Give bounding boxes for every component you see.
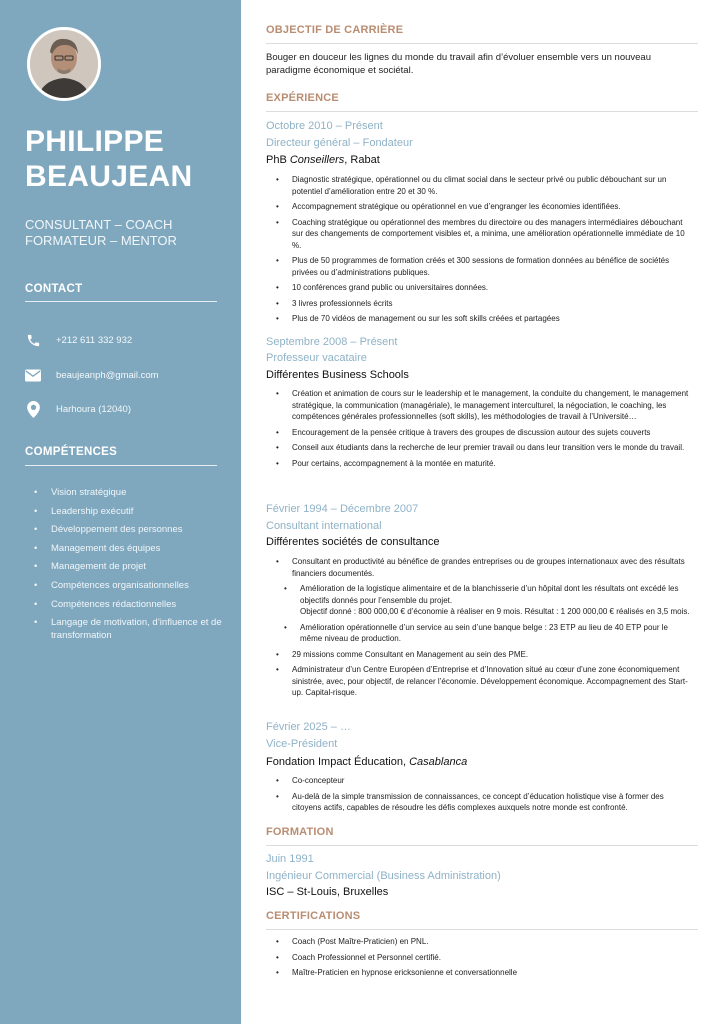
- skill-item: • Management des équipes: [34, 542, 237, 561]
- objective-text: Bouger en douceur les lignes du monde du travail afin d’évoluer ensemble vers un nouveau paradigme économique et sociétal.: [266, 52, 651, 76]
- bullet-item: • Amélioration opérationnelle d’un service au sein d’une banque belge : 23 ETP au lieu de 40 ETP pour le même niveau de production.: [276, 622, 690, 645]
- contact-phone[interactable]: [25, 331, 132, 349]
- bullet-item: • Au-delà de la simple transmission de connaissances, ce concept d’éducation holistique vise à former des citoyens actifs, capables de résoudre les défis complexes auxquels notre monde est confronté.: [276, 791, 690, 814]
- skills-title: COMPÉTENCES: [25, 446, 118, 458]
- portrait-image: [30, 30, 98, 98]
- bullet-item: • Plus de 70 vidéos de management ou sur les soft skills créées et partagées: [276, 313, 690, 325]
- skill-item: • Compétences rédactionnelles: [34, 598, 237, 617]
- job-title: Vice-Président: [266, 738, 338, 750]
- objective-title: OBJECTIF DE CARRIÈRE: [266, 24, 404, 36]
- objective-divider: [266, 43, 698, 44]
- bullet-item: • Coaching stratégique ou opérationnel des membres du directoire ou des managers intermédiaires débouchant sur des changements de comportement visibles et, a minima, une amélioration opérationnelle immédiate de 10 %.: [276, 217, 690, 252]
- job-date: Septembre 2008 – Présent: [266, 336, 398, 348]
- bullet-item: • Conseil aux étudiants dans la recherche de leur premier travail ou dans leur transition vers le monde du travail.: [276, 442, 690, 454]
- skill-item: • Leadership exécutif: [34, 505, 237, 524]
- skill-item: • Compétences organisationnelles: [34, 579, 237, 598]
- job-organization: PhB Conseillers, Rabat: [266, 154, 380, 166]
- job-bullets: [276, 388, 690, 473]
- location-pin-icon: [25, 401, 41, 417]
- education-degree: Ingénieur Commercial (Business Administration): [266, 870, 501, 882]
- role-line-1: CONSULTANT – COACH: [25, 217, 173, 232]
- bullet-item: • Administrateur d’un Centre Européen d’Entreprise et d’Innovation situé au cœur d’une zone économiquement sinistrée, avec, pour objectif, de relancer l’économie. Développement économique. Accompagnement des Start-up. Capital-risque.: [276, 664, 690, 699]
- bullet-continuation: Objectif donné : 800 000,00 € d’économie à réaliser en 9 mois. Résultat : 1 200 000,00 € réalisés en 3,5 mois.: [300, 607, 690, 616]
- certifications-list: [276, 936, 690, 983]
- phone-number: +212 611 332 932: [56, 334, 133, 346]
- bullet-item: • Encouragement de la pensée critique à travers des groupes de discussion autour des sujets couverts: [276, 427, 690, 439]
- location-text: Harhoura (12040): [56, 403, 131, 415]
- certification-item: • Coach Professionnel et Personnel certifié.: [276, 952, 690, 964]
- education-date: Juin 1991: [266, 853, 314, 865]
- avatar: [27, 27, 101, 101]
- certification-item: • Maître-Praticien en hypnose ericksonienne et conversationnelle: [276, 967, 690, 979]
- skill-item: • Management de projet: [34, 560, 237, 579]
- contact-divider: [25, 301, 217, 302]
- job-organization: Fondation Impact Éducation, Casablanca: [266, 756, 468, 768]
- job-title: Consultant international: [266, 520, 382, 532]
- bullet-item: • Co-concepteur: [276, 775, 690, 787]
- bullet-item: • Plus de 50 programmes de formation créés et 300 sessions de formation données au bénéfice de sociétés privées ou d’administrations publiques.: [276, 255, 690, 278]
- job-date: Février 2025 – …: [266, 721, 351, 733]
- job-title: Professeur vacataire: [266, 352, 367, 364]
- phone-icon: [25, 332, 41, 348]
- education-title: FORMATION: [266, 826, 334, 838]
- skill-item: • Développement des personnes: [34, 523, 237, 542]
- bullet-item: • 10 conférences grand public ou universitaires données.: [276, 282, 690, 294]
- bullet-item: • 29 missions comme Consultant en Management au sein des PME.: [276, 649, 690, 661]
- certifications-divider: [266, 929, 698, 930]
- skills-list: [34, 486, 237, 642]
- bullet-item: • Amélioration de la logistique alimentaire et de la blanchisserie d’un hôpital dont les résultats ont excédé les objectifs donnés pour l’ensemble du projet.: [276, 583, 690, 606]
- first-name: PHILIPPE: [25, 125, 165, 158]
- contact-title: CONTACT: [25, 283, 83, 295]
- certifications-title: CERTIFICATIONS: [266, 910, 361, 922]
- education-school: ISC – St-Louis, Bruxelles: [266, 886, 389, 898]
- job-date: Octobre 2010 – Présent: [266, 120, 383, 132]
- person-name: [25, 124, 192, 194]
- experience-divider: [266, 111, 698, 112]
- email-address: beaujeanph@gmail.com: [56, 369, 159, 381]
- job-bullets: [276, 556, 690, 703]
- certification-item: • Coach (Post Maître-Praticien) en PNL.: [276, 936, 690, 948]
- bullet-item: • Création et animation de cours sur le leadership et le management, la conduite du changement, le management stratégique, la communication (managériale), le management interculturel, la négociation, le coaching, les compétences générales professionnelles (soft skills), les méthodologies de travail à l’Université…: [276, 388, 690, 423]
- mail-icon: [25, 367, 41, 383]
- last-name: BEAUJEAN: [25, 160, 193, 193]
- role-line-2: FORMATEUR – MENTOR: [25, 233, 177, 248]
- education-divider: [266, 845, 698, 846]
- skill-item: • Langage de motivation, d’influence et de transformation: [34, 616, 237, 642]
- job-title: Directeur général – Fondateur: [266, 137, 413, 149]
- sidebar: [0, 0, 241, 1024]
- bullet-item: • 3 livres professionnels écrits: [276, 298, 690, 310]
- job-organization: Différentes Business Schools: [266, 369, 409, 381]
- experience-title: EXPÉRIENCE: [266, 92, 339, 104]
- bullet-item: • Diagnostic stratégique, opérationnel ou du climat social dans le secteur privé ou public débouchant sur un potentiel d’amélioration entre 20 et 30 %.: [276, 174, 690, 197]
- bullet-item: • Consultant en productivité au bénéfice de grandes entreprises ou de groupes internationaux avec des résultats financiers documentés.: [276, 556, 690, 579]
- job-bullets: [276, 775, 690, 818]
- job-date: Février 1994 – Décembre 2007: [266, 503, 419, 515]
- job-role: [25, 217, 177, 249]
- contact-location: [25, 400, 131, 418]
- job-bullets: [276, 174, 690, 329]
- bullet-item: • Accompagnement stratégique ou opérationnel en vue d’engranger les économies identifiées.: [276, 201, 690, 213]
- contact-email[interactable]: [25, 366, 159, 384]
- skill-item: • Vision stratégique: [34, 486, 237, 505]
- job-organization: Différentes sociétés de consultance: [266, 536, 440, 548]
- bullet-item: • Pour certains, accompagnement à la montée en maturité.: [276, 458, 690, 470]
- skills-divider: [25, 465, 217, 466]
